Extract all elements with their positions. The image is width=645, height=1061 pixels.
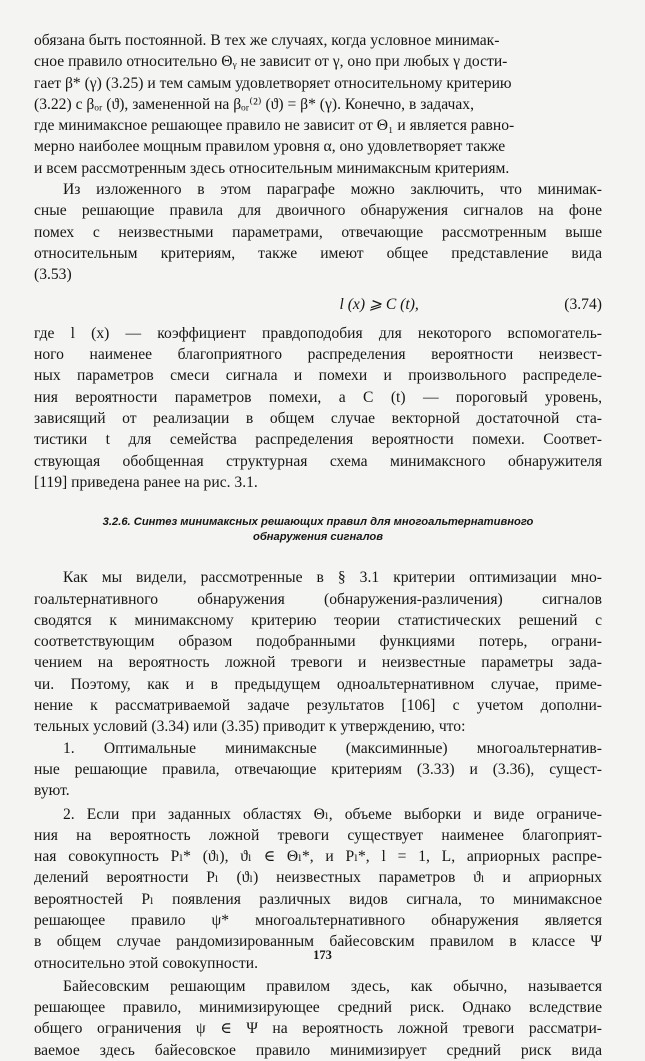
text-line: мерно наиболее мощным правилом уровня α, оно удовлетворяет также (34, 138, 506, 156)
text-line: тистики t для семейства распределения вероятности помехи. Соответ- (34, 431, 602, 449)
page-number: 173 (313, 948, 332, 962)
formula-row (34, 294, 602, 315)
paragraph-5 (34, 738, 602, 802)
text-line: ного наименее благоприятного распределения вероятности неизвест- (34, 346, 602, 364)
text-line: ваемое здесь байесовское правило минимизирует средний риск вида (34, 1041, 602, 1059)
text-line: решающее правило, минимизирующее средний риск. Однако вследствие (34, 999, 602, 1017)
text-line: ных параметров смеси сигнала и помехи и произвольного распределе- (34, 367, 602, 385)
text-line: нение к рассматриваемой задаче результатов [106] с учетом дополни- (34, 697, 602, 715)
text-line: общего ограничения ψ ∈ Ψ на вероятность ложной тревоги рассматри- (34, 1020, 602, 1038)
text-line: вуют. (34, 782, 70, 800)
text-line: делений вероятности Pₗ (ϑₗ) неизвестных параметров ϑₗ и априорных (34, 869, 602, 887)
text-line: помех с неизвестными параметрами, отвечающие рассмотренным выше (34, 223, 602, 241)
text-line: чи. Поэтому, как и в предыдущем одноальтернативном случае, приме- (34, 675, 602, 693)
text-line: и всем рассмотренным здесь относительным минимаксным критериям. (34, 159, 510, 177)
text-line: сное правило относительно Θᵧ не зависит от γ, оно при любых γ дости- (34, 53, 508, 71)
section-heading-line: 3.2.6. Синтез минимаксных решающих правил для многоальтернативного (102, 516, 534, 529)
section-heading-line: обнаружения сигналов (253, 531, 383, 544)
text-line: сводятся к минимаксному критерию теории статистических решений с (34, 611, 602, 629)
text-line: тельных условий (3.34) или (3.35) приводит к утверждению, что: (34, 718, 466, 736)
paragraph-1 (34, 30, 602, 179)
text-line: обязана быть постоянной. В тех же случаях, когда условное минимак- (34, 32, 500, 49)
text-line: в общем случае рандомизированным байесовским правилом в классе Ψ (34, 933, 602, 951)
text-line: ния вероятности параметров помехи, а C (t) — пороговый уровень, (34, 388, 602, 406)
text-line: решающее правило ψ* многоальтернативного обнаружения является (34, 911, 602, 929)
text-line: Как мы видели, рассмотренные в § 3.1 критерии оптимизации мно- (63, 569, 602, 587)
text-line: ная совокупность Pₗ* (ϑₗ), ϑₗ ∈ Θₗ*, и Pₗ*, l = 1, L, априорных распре- (34, 848, 602, 866)
text-line: (3.22) с βₒᵣ (ϑ), замененной на βₒᵣ⁽²⁾ (ϑ) = β* (γ). Конечно, в задачах, (34, 95, 474, 113)
text-line: вероятностей Pₗ появления различных видов сигнала, то минимаксное (34, 890, 602, 908)
text-line: гоальтернативного обнаружения (обнаружения-различения) сигналов (34, 590, 602, 608)
paragraph-2 (34, 179, 602, 285)
text-line: [119] приведена ранее на рис. 3.1. (34, 473, 258, 491)
paragraph-7 (34, 976, 602, 1061)
text-line: сные решающие правила для двоичного обнаружения сигналов на фоне (34, 202, 602, 220)
text-line: соответствующим образом подобранными функциями потерь, ограни- (34, 633, 602, 651)
paragraph-3 (34, 323, 602, 493)
text-line: гает β* (γ) (3.25) и тем самым удовлетворяет относительному критерию (34, 74, 512, 92)
text-line: 1. Оптимальные минимаксные (максиминные) многоальтернатив- (63, 739, 602, 757)
text-line: Из изложенного в этом параграфе можно заключить, что минимак- (63, 181, 602, 199)
body-text (34, 30, 602, 1061)
text-line: Байесовским решающим правилом здесь, как обычно, называется (63, 977, 602, 995)
text-line: где минимаксное решающее правило не зависит от Θ₁ и является равно- (34, 117, 515, 135)
section-heading (34, 515, 602, 545)
text-line: где l (x) — коэффициент правдоподобия для некоторого вспомогатель- (34, 324, 602, 342)
paragraph-4 (34, 567, 602, 737)
formula: l (x) ⩾ C (t), (339, 295, 419, 313)
text-line: ные решающие правила, отвечающие критериям (3.33) и (3.36), сущест- (34, 760, 602, 778)
text-line: (3.53) (34, 266, 72, 284)
text-line: 2. Если при заданных областях Θₗ, объеме выборки и виде ограниче- (63, 805, 602, 823)
text-line: ния на вероятность ложной тревоги существует наименее благоприят- (34, 826, 602, 844)
text-line: относительно этой совокупности. (34, 954, 258, 972)
text-line: зависящий от реализации в общем случае векторной достаточной ста- (34, 410, 602, 428)
text-line: чением на вероятность ложной тревоги и неизвестные параметры зада- (34, 654, 602, 672)
text-line: ствующая обобщенная структурная схема минимаксного обнаружителя (34, 452, 602, 470)
text-line: относительным критериям, также имеют общее представление вида (34, 244, 602, 262)
equation-number: (3.74) (564, 295, 602, 313)
